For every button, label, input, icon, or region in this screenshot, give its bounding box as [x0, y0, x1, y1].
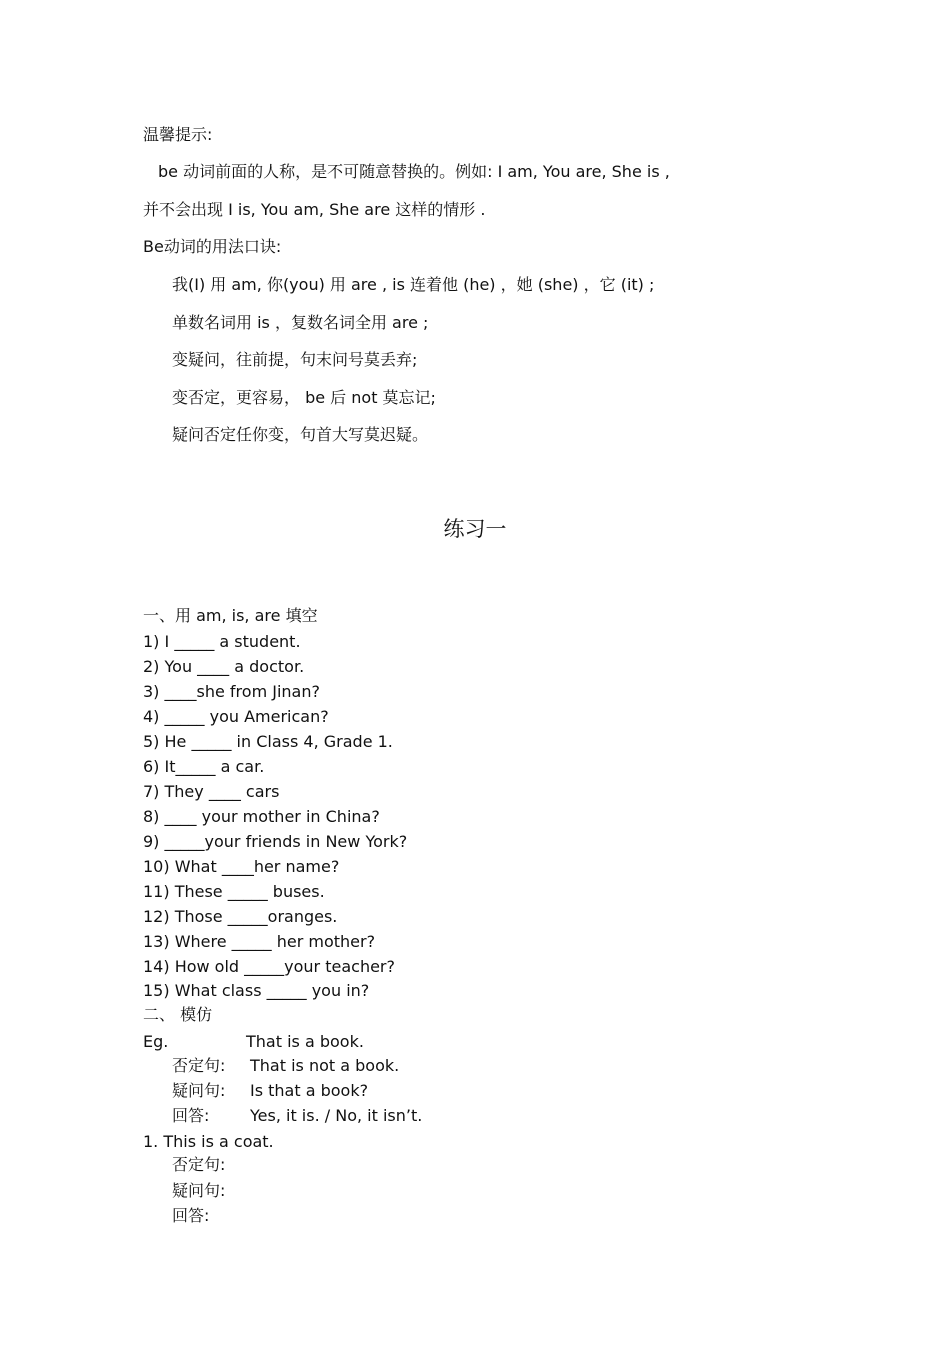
- example-sentence: That is a book.: [246, 1032, 364, 1051]
- example-question-label: 疑问句:: [172, 1081, 226, 1100]
- exercise-title: [0, 516, 950, 542]
- rhyme-line-4: 变否定，更容易， be 后 not 莫忘记;: [172, 388, 436, 407]
- task-1-answer-label: 回答:: [172, 1206, 210, 1225]
- section2-heading: 二、 模仿: [143, 1005, 213, 1024]
- example-negative-label: 否定句:: [172, 1056, 226, 1075]
- section1-heading: 一、用 am, is, are 填空: [143, 606, 318, 625]
- question-13: 13) Where _____ her mother?: [143, 932, 376, 951]
- question-8: 8) ____ your mother in China?: [143, 807, 380, 826]
- question-10: 10) What ____her name?: [143, 857, 340, 876]
- question-3: 3) ____she from Jinan?: [143, 682, 320, 701]
- question-14: 14) How old _____your teacher?: [143, 957, 395, 976]
- question-7: 7) They ____ cars: [143, 782, 280, 801]
- example-question: Is that a book?: [250, 1081, 369, 1100]
- tips-heading: 温馨提示:: [143, 125, 213, 144]
- rhyme-heading: Be动词的用法口诀:: [143, 237, 282, 256]
- question-6: 6) It_____ a car.: [143, 757, 265, 776]
- example-answer: Yes, it is. / No, it isn’t.: [250, 1106, 423, 1125]
- rhyme-line-1: 我(I) 用 am, 你(you) 用 are , is 连着他 (he) ，她 (she) ，它 (it) ;: [172, 275, 655, 294]
- task-1-question-label: 疑问句:: [172, 1181, 226, 1200]
- question-15: 15) What class _____ you in?: [143, 981, 370, 1000]
- task-1-negative-label: 否定句:: [172, 1155, 226, 1174]
- example-answer-label: 回答:: [172, 1106, 210, 1125]
- question-9: 9) _____your friends in New York?: [143, 832, 408, 851]
- question-5: 5) He _____ in Class 4, Grade 1.: [143, 732, 393, 751]
- tips-line-2: 并不会出现 I is, You am, She are 这样的情形 .: [143, 200, 486, 219]
- exercise-title-text: 练习一: [443, 517, 507, 541]
- example-negative: That is not a book.: [250, 1056, 400, 1075]
- question-11: 11) These _____ buses.: [143, 882, 325, 901]
- rhyme-line-3: 变疑问，往前提，句末问号莫丢弃;: [172, 350, 418, 369]
- question-1: 1) I _____ a student.: [143, 632, 301, 651]
- question-2: 2) You ____ a doctor.: [143, 657, 305, 676]
- question-4: 4) _____ you American?: [143, 707, 329, 726]
- example-label: Eg.: [143, 1032, 169, 1051]
- tips-line-1: be 动词前面的人称，是不可随意替换的。例如: I am, You are, She is ,: [158, 162, 670, 181]
- rhyme-line-2: 单数名词用 is ，复数名词全用 are ;: [172, 313, 429, 332]
- question-12: 12) Those _____oranges.: [143, 907, 338, 926]
- task-1-sentence: 1. This is a coat.: [143, 1132, 274, 1151]
- rhyme-line-5: 疑问否定任你变，句首大写莫迟疑。: [172, 425, 429, 444]
